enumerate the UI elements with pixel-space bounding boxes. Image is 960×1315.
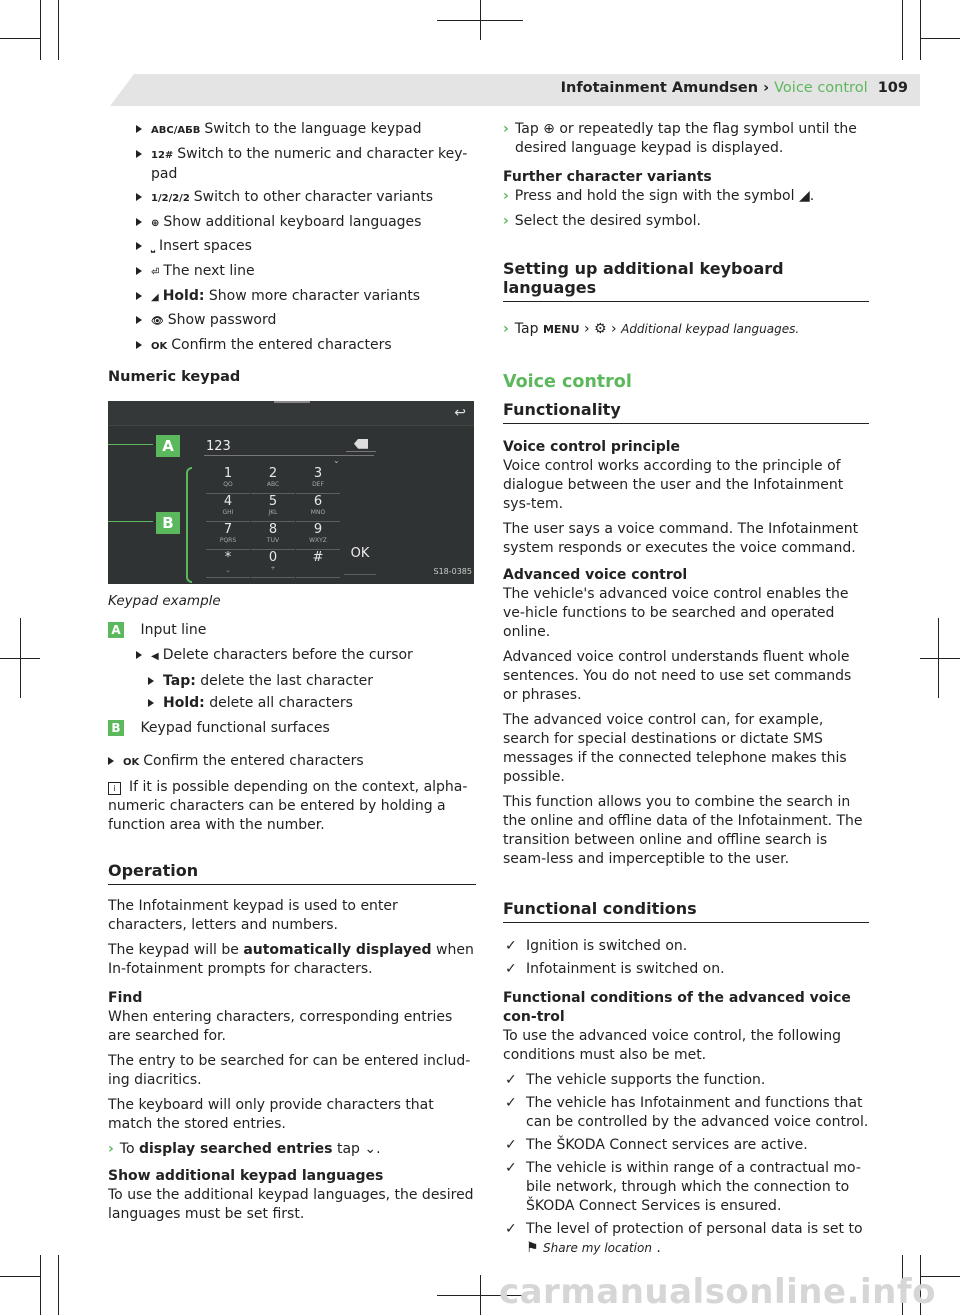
keypad-key	[296, 495, 340, 522]
bullet-triangle	[136, 193, 142, 201]
bullet-triangle	[136, 341, 142, 349]
backspace-icon: ◀	[151, 650, 159, 662]
find-p2: The entry to be searched for can be entered includ-ing diacritics.	[108, 1052, 471, 1088]
key-function-text: Insert spaces	[159, 238, 252, 255]
condition-item	[503, 960, 869, 979]
crop-mark	[40, 1255, 41, 1315]
op-p2-a: The keypad will be	[108, 941, 244, 958]
key-symbol-icon: 👁	[151, 316, 164, 328]
key-function-text: Show password	[167, 312, 277, 329]
legend-b	[108, 719, 476, 738]
bullet-triangle	[136, 218, 142, 226]
check-icon: ✓	[505, 1095, 517, 1111]
find-p1: When entering characters, corresponding entries are searched for.	[108, 1008, 453, 1044]
chevron-right-icon: ›	[503, 188, 509, 204]
setup-path: Additional keypad languages.	[621, 322, 800, 336]
key-function-item	[108, 188, 476, 208]
info-note	[108, 778, 476, 835]
op-p2-c: when In-fotainment prompts for characters.	[108, 941, 474, 977]
key-function-text: Switch to the language keypad	[204, 121, 422, 137]
legend-b-title: Keypad functional surfaces	[140, 719, 330, 736]
principle-heading: Voice control principle	[503, 439, 681, 455]
crop-mark	[58, 0, 59, 60]
voice-control-title: Voice control	[503, 372, 632, 392]
adv-cond-p: To use the advanced voice control, the following conditions must also be met.	[503, 1028, 841, 1063]
condition-item	[503, 1094, 869, 1132]
keypad-key-sub: DEF	[312, 480, 324, 488]
badge-a: A	[156, 435, 180, 457]
find-heading: Find	[108, 989, 143, 1006]
condition-text: The vehicle has Infotainment and functions that can be controlled by the advanced voice control.	[526, 1095, 869, 1130]
key-function-text: Show more character variants	[208, 287, 421, 304]
advanced-p4: This function allows you to combine the search in the online and offline data of the Infotainment. The transition between online and offline search is seam-less and imperceptible to the user.	[503, 794, 863, 867]
figure-caption: Keypad example	[108, 592, 221, 609]
crop-mark	[920, 0, 921, 60]
op-p1: The Infotainment keypad is used to enter characters, letters and numbers.	[108, 897, 398, 933]
legend-a-item	[108, 646, 476, 666]
keypad-topbar	[108, 401, 474, 426]
condition-end: .	[656, 1240, 661, 1256]
badge-a-line	[108, 444, 153, 446]
condition-text: The vehicle is within range of a contractual mo-bile network, through which the connection to ŠKODA Connect Services is ensured.	[526, 1160, 861, 1214]
setup-heading: Setting up additional keyboard languages	[503, 259, 869, 302]
keypad-key	[206, 467, 250, 494]
chevron-down-icon: ⌄	[333, 455, 340, 465]
crop-mark	[902, 0, 903, 60]
page-header	[561, 80, 908, 96]
check-icon: ✓	[505, 1160, 517, 1176]
key-function-item	[108, 287, 476, 307]
key-symbol-icon: ⏎	[151, 266, 160, 278]
keypad-key-sub: WXYZ	[309, 536, 327, 544]
key-function-item	[108, 262, 476, 282]
key-symbol-icon: ◢	[151, 291, 159, 303]
confirm-text: Confirm the entered characters	[143, 752, 364, 769]
bullet-triangle	[148, 677, 154, 685]
check-icon: ✓	[505, 1221, 517, 1237]
principle-p: Voice control works according to the principle of dialogue between the user and the Infotainment sys-tem.	[503, 458, 844, 512]
backspace-icon	[354, 439, 368, 449]
keypad-key	[206, 523, 250, 550]
key-function-item	[108, 120, 476, 140]
bullet-triangle	[148, 699, 154, 707]
image-code: S18-0385	[433, 566, 472, 576]
bullet-triangle	[136, 267, 142, 275]
key-function-item	[108, 311, 476, 331]
crop-mark	[40, 0, 41, 60]
crop-mark	[0, 1276, 40, 1277]
operation-heading: Operation	[108, 861, 476, 885]
keypad-key-sub: QO	[223, 480, 233, 488]
adv-cond-heading: Functional conditions of the advanced voice con-trol	[503, 990, 851, 1025]
bullet-triangle	[136, 292, 142, 300]
keypad-key-main: 3	[313, 465, 323, 481]
chevron-right-icon: ›	[108, 1140, 114, 1157]
condition-item	[503, 1220, 869, 1258]
key-function-item	[108, 336, 476, 356]
legend-a-tap	[108, 672, 476, 691]
condition-item	[503, 1159, 869, 1216]
input-underline	[204, 455, 374, 456]
find-action-b: display searched entries	[138, 1140, 333, 1157]
header-separator: ›	[763, 80, 770, 96]
bullet-triangle	[136, 242, 142, 250]
functionality-heading: Functionality	[503, 400, 869, 424]
menu-icon: MENU	[542, 323, 580, 336]
keypad-key-main: 5	[268, 493, 278, 509]
crop-mark	[0, 38, 40, 39]
legend-a-item-text: Delete characters before the cursor	[162, 646, 413, 663]
condition-text: The level of protection of personal data is set to	[526, 1221, 863, 1237]
keypad-key	[206, 495, 250, 522]
keypad-key	[296, 467, 340, 494]
further-2	[503, 212, 869, 231]
numeric-keypad-heading: Numeric keypad	[108, 368, 241, 385]
key-function-item	[108, 237, 476, 257]
chevron-right-icon: ›	[503, 213, 509, 229]
crop-mark	[480, 0, 481, 40]
condition-text: The ŠKODA Connect services are active.	[526, 1137, 808, 1153]
key-symbol-icon: ⎵	[151, 242, 155, 254]
hold-text: delete all characters	[209, 694, 353, 711]
back-icon: ↩	[454, 404, 466, 421]
key-function-item	[108, 145, 476, 184]
keypad-figure	[108, 401, 474, 584]
key-symbol-icon: 12#	[151, 149, 174, 161]
bullet-triangle	[136, 316, 142, 324]
ok-key: OK	[344, 534, 376, 575]
tap-label: Tap:	[163, 672, 196, 689]
chevron-right-icon: ›	[503, 321, 509, 337]
crop-mark	[480, 1275, 481, 1315]
key-function-text: Switch to other character variants	[193, 189, 434, 206]
find-action-c: tap ⌄.	[332, 1140, 381, 1157]
keypad-key-main: 8	[268, 521, 278, 537]
key-function-text: The next line	[163, 262, 255, 279]
crop-mark	[58, 1255, 59, 1315]
keypad-key-sub: GHI	[222, 508, 234, 516]
op-p2	[108, 941, 476, 979]
find-action	[108, 1140, 476, 1159]
hold-label: Hold:	[163, 694, 205, 711]
further-1	[503, 187, 869, 206]
location-value: Share my location	[543, 1241, 652, 1255]
keypad-key	[251, 467, 295, 494]
legend-a-badge: A	[108, 622, 124, 638]
keypad-key-main: 4	[223, 493, 233, 509]
key-function-label: Hold:	[162, 287, 205, 304]
keypad-key	[251, 551, 295, 578]
keypad-tab-indicator	[274, 401, 310, 403]
confirm-item	[108, 752, 476, 772]
further-1-text: Press and hold the sign with the symbol ◢.	[514, 188, 815, 204]
tap-text: delete the last character	[200, 672, 373, 689]
ok-icon: OK	[123, 756, 140, 768]
chevron-right-icon: ›	[503, 121, 509, 137]
show-p: To use the additional keypad languages, the desired languages must be set first.	[108, 1186, 474, 1222]
advanced-p3: The advanced voice control can, for example, search for special destinations or dictate SMS messages if the connected telephone makes this possible.	[503, 712, 847, 785]
check-icon: ✓	[505, 1072, 517, 1088]
key-symbol-icon: ⊕	[151, 217, 160, 229]
key-function-text: Show additional keyboard languages	[163, 213, 422, 230]
left-column	[108, 120, 476, 1230]
find-p3: The keyboard will only provide characters that match the stored entries.	[108, 1096, 434, 1132]
condition-text: Infotainment is switched on.	[526, 961, 725, 977]
key-symbol-icon: OK	[151, 340, 168, 352]
legend-a	[108, 621, 476, 640]
keypad-key-main: 7	[223, 521, 233, 537]
key-function-text: Switch to the numeric and character key-pad	[151, 145, 468, 182]
tap-flag-text: Tap ⊕ or repeatedly tap the flag symbol until the desired language keypad is displayed.	[515, 121, 857, 156]
key-function-list	[108, 120, 476, 356]
key-function-text: Confirm the entered characters	[171, 336, 392, 353]
bullet-triangle	[108, 757, 114, 765]
key-symbol-icon: ABC/АБВ	[151, 125, 201, 136]
bullet-triangle	[136, 125, 142, 133]
advanced-heading: Advanced voice control	[503, 567, 688, 583]
keypad-key-sub: ⎵	[226, 564, 230, 572]
crop-mark	[920, 38, 960, 39]
header-section: Infotainment Amundsen	[560, 80, 759, 96]
condition-text: The vehicle supports the function.	[526, 1072, 766, 1088]
info-text: If it is possible depending on the context, alpha-numeric characters can be entered by holding a function area with the number.	[108, 778, 468, 833]
legend-a-hold	[108, 694, 476, 713]
settings-icon: ⚙	[594, 321, 607, 337]
keypad-key	[296, 551, 340, 578]
keypad-key	[206, 551, 250, 578]
crop-mark	[20, 618, 21, 698]
keypad-key-sub: PQRS	[219, 536, 237, 544]
condition-text: Ignition is switched on.	[526, 938, 688, 954]
right-column	[503, 120, 869, 1262]
conditions-heading: Functional conditions	[503, 899, 869, 923]
condition-item	[503, 1136, 869, 1155]
legend-b-badge: B	[108, 720, 124, 736]
keypad-key-sub: +	[270, 564, 276, 572]
show-heading: Show additional keypad languages	[108, 1167, 384, 1184]
keypad-key-main: 9	[313, 521, 323, 537]
check-icon: ✓	[505, 961, 517, 977]
op-p2-b: automatically displayed	[243, 941, 432, 958]
keypad-key-main: #	[312, 549, 324, 565]
input-line-text: 123	[206, 438, 231, 454]
key-function-item	[108, 213, 476, 233]
info-icon: i	[108, 782, 121, 795]
crop-mark	[938, 618, 939, 698]
location-icon: ⚑	[526, 1240, 539, 1256]
backspace-key	[346, 439, 376, 452]
key-symbol-icon: 1/2/2/2	[151, 193, 190, 205]
keypad-key-main: 2	[268, 465, 278, 481]
condition-item	[503, 1071, 869, 1090]
check-icon: ✓	[505, 1137, 517, 1153]
bullet-triangle	[136, 651, 142, 659]
setup-tap: Tap	[514, 321, 539, 337]
keypad-key-main: 6	[313, 493, 323, 509]
keypad-key	[251, 523, 295, 550]
keypad-key-sub: ABC	[266, 480, 280, 488]
keypad-key-sub: JKL	[268, 508, 278, 516]
bullet-triangle	[136, 150, 142, 158]
badge-b-line	[108, 521, 153, 523]
condition-item	[503, 937, 869, 956]
header-subsection: Voice control	[774, 80, 868, 96]
advanced-p: The vehicle's advanced voice control enables the ve-hicle functions to be searched and operated online.	[503, 586, 849, 640]
setup-step: › Tap MENU › ⚙ › Additional keypad languages.	[503, 321, 800, 337]
check-icon: ✓	[505, 938, 517, 954]
legend-a-title: Input line	[140, 621, 207, 638]
watermark: carmanualsonline.info	[498, 1272, 936, 1312]
badge-b-bracket	[186, 467, 192, 583]
keypad-key-sub: TUV	[266, 536, 280, 544]
keypad-key	[251, 495, 295, 522]
keypad-key-main: 1	[223, 465, 233, 481]
further-heading: Further character variants	[503, 169, 712, 185]
crop-mark	[920, 658, 960, 659]
further-2-text: Select the desired symbol.	[514, 213, 701, 229]
keypad-key-sub: MNO	[310, 508, 326, 516]
keypad-key	[296, 523, 340, 550]
keypad-key-main: 0	[268, 549, 278, 565]
tap-flag	[503, 120, 869, 158]
find-action-a: To	[119, 1140, 139, 1157]
advanced-p2: Advanced voice control understands fluent whole sentences. You do not need to use set commands or phrases.	[503, 649, 852, 703]
badge-b: B	[156, 512, 180, 534]
principle-p2: The user says a voice command. The Infotainment system responds or executes the voice command.	[503, 521, 859, 556]
keypad-key-main: *	[224, 549, 232, 565]
page-number: 109	[877, 80, 908, 96]
